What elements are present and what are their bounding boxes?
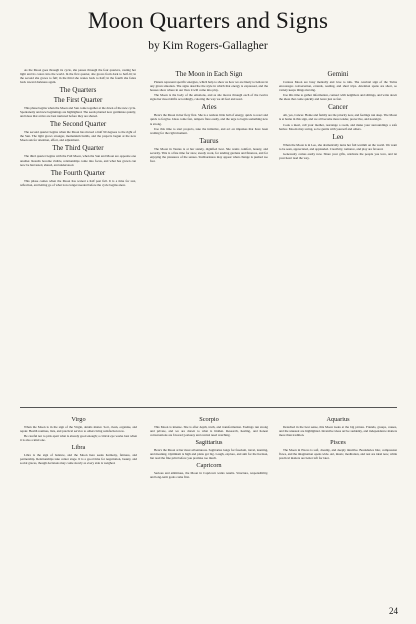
heading-aries: Aries	[201, 103, 217, 112]
intro-paragraph: As the Moon goes through its cycle, she passes through the four quarters, casting her light and its colors into the world. In the first quarter, she grows from dark to half-lit; in the second she grows to full; in the third she wanes back to half; in the fourth she fades back toward darkness again.	[20, 68, 136, 85]
section-divider	[20, 407, 397, 408]
heading-aquarius: Aquarius	[326, 416, 350, 423]
heading-scorpio: Scorpio	[199, 416, 219, 423]
paragraph-aquarius: Detached in the best sense, this Moon looks at the big picture. Friends, groups, causes, and the unusual are highlighted. Inventive ideas arrive suddenly, and independence matters more than tradition.	[279, 425, 397, 438]
paragraph-virgo: When the Moon is in the sign of the Virgin, details matter. Sort, clean, organize, and repair. Health routines, lists, and practical service to others bring satisfaction now.	[20, 425, 137, 434]
paragraph-gemini: Curious Moon are busy mentally and love to talk. The cerebral sign of the Twins encourages conversation, errands, reading, and short trips. Attention spans are short, so variety keeps things moving.	[279, 80, 397, 93]
heading-cancer: Cancer	[328, 103, 348, 112]
bottom-column-2	[150, 414, 268, 481]
paragraph-virgo: Be careful not to pick apart what is already good enough; a critical eye works best when it is also a kind one.	[20, 434, 137, 443]
heading-the-fourth-quarter: The Fourth Quarter	[50, 168, 106, 177]
paragraph-pisces: The Moon in Pisces is soft, dreamy, and deeply intuitive. Boundaries blur, compassion flows, and the imagination opens wide. Art, music, meditation, and rest are ideal now, while practical matters are better left for later.	[279, 448, 397, 461]
bottom-column-1	[20, 414, 137, 467]
paragraph-libra: Libra is the sign of balance, and the Moon here seeks harmony, fairness, and partnership. Relationships take center stage. It is a good time for negotiation, beauty, and social graces, though decisions may come slowly as every side is weighed.	[20, 453, 137, 466]
heading-the-quarters: The Quarters	[59, 86, 97, 95]
paragraph-the-first-quarter: This phase begins when the Moon and Sun come together at the dawn of the new cycle. Spontaneity and new beginnings are highlighted. The seeds planted now germinate quietly, and ideas that arrive are best nurtured before they are shared.	[20, 106, 136, 119]
article-byline: by Kim Rogers-Gallagher	[148, 40, 268, 52]
heading-the-third-quarter: The Third Quarter	[52, 144, 104, 153]
top-column-2	[150, 68, 268, 164]
heading-libra: Libra	[71, 444, 86, 452]
paragraph-capricorn: Serious and ambitious, the Moon in Capricorn wants results. Structure, responsibility, and long-term goals come first.	[150, 471, 268, 480]
heading-the-moon-in-each-sign: The Moon in Each Sign	[175, 70, 243, 78]
heading-virgo: Virgo	[71, 416, 86, 423]
heading-sagittarius: Sagittarius	[195, 439, 223, 447]
paragraph-gemini: Use this time to gather information, connect with neighbors and siblings, and write down the ideas that come quickly and leave just as fast.	[279, 93, 397, 102]
paragraph-leo: Generosity comes easily now. Share your gifts, celebrate the people you love, and let your heart lead the way.	[279, 152, 397, 161]
top-column-1	[20, 68, 136, 188]
heading-the-second-quarter: The Second Quarter	[49, 120, 107, 129]
paragraph-aries: Use this time to start projects, take the initiative, and act on impulses that have been waiting for the right moment.	[150, 126, 268, 135]
bottom-column-3	[279, 414, 397, 461]
paragraph-cancer: Ah, yes, Cancer. Home and family are the priority now, and feelings run deep. The Moon is at home in this sign, and we all become more tender, protective, and nostalgic.	[279, 113, 397, 122]
paragraph-the-moon-in-each-sign: Planets represent specific energies, which help to show us how we are likely to behave in any given situation. The signs describe the style in which that energy is expressed, and the houses show where in our lives it will come into play.	[150, 80, 268, 93]
paragraph-leo: When the Moon is in Leo, she dramatically turns her full warmth on the world. We want to be seen, appreciated, and applauded. Creativity, romance, and play are favored.	[279, 142, 397, 151]
heading-the-first-quarter: The First Quarter	[53, 96, 103, 105]
paragraph-aries: Here's the Moon in her fiery first. She is a restless little ball of energy, quick to react and quick to forgive. Ideas come fast, tempers flare easily, and the urge to begin something new is strong.	[150, 113, 268, 126]
article-title: Moon Quarters and Signs	[87, 8, 329, 33]
paragraph-scorpio: This Moon is intense. She is after depth, truth, and transformation. Feelings run strong and private, and we are drawn to what is hidden. Research, healing, and honest conversations are favored; jealousy and control need watching.	[150, 425, 268, 438]
paragraph-the-moon-in-each-sign: The Moon is the body of the emotions, and as she moves through each of the twelve signs her mood shifts accordingly, coloring the way we all feel and react.	[150, 93, 268, 102]
paragraph-the-second-quarter: The second quarter begins when the Moon has moved a half 90 degrees to the right of the Sun. The light grows stronger, momentum builds, and the projects begun at the new Moon ask for attention, effort, and adjustment.	[20, 130, 136, 143]
page-number: 24	[389, 606, 398, 616]
paragraph-the-third-quarter: The third quarter begins with the Full Moon, when the Sun and Moon are opposite one another. Results become visible, relationships come into focus, and what has grown can now be harvested, shared, and understood.	[20, 154, 136, 167]
heading-pisces: Pisces	[330, 439, 346, 447]
paragraph-the-fourth-quarter: This phase comes when the Moon has waned a half past full. It is a time for rest, reflection, and letting go of what is no longer needed before the cycle begins anew.	[20, 178, 136, 187]
heading-leo: Leo	[332, 132, 344, 141]
paragraph-sagittarius: Here's the Moon at her most adventurous. Sagittarius longs for freedom, travel, learning, and meaning. Optimism is high and plans get big. Laugh, explore, and aim for the horizon, but read the fine print before you promise too much.	[150, 448, 268, 461]
paragraph-cancer: Cook a meal, call your mother, rearrange a room, and make your surroundings a safe harbor. Moods may swing, so be gentle with yourself and others.	[279, 122, 397, 131]
top-column-3	[279, 68, 397, 161]
heading-gemini: Gemini	[327, 70, 349, 78]
heading-capricorn: Capricorn	[196, 462, 222, 470]
heading-taurus: Taurus	[199, 136, 219, 145]
paragraph-taurus: The Moon in Taurus is at her stately, dignified best. She wants comfort, beauty, and security. This is a fine time for slow, steady work, for tending gardens and finances, and for enjoying the pleasures of the senses. Stubbornness may appear when change is pushed too fast.	[150, 146, 268, 163]
